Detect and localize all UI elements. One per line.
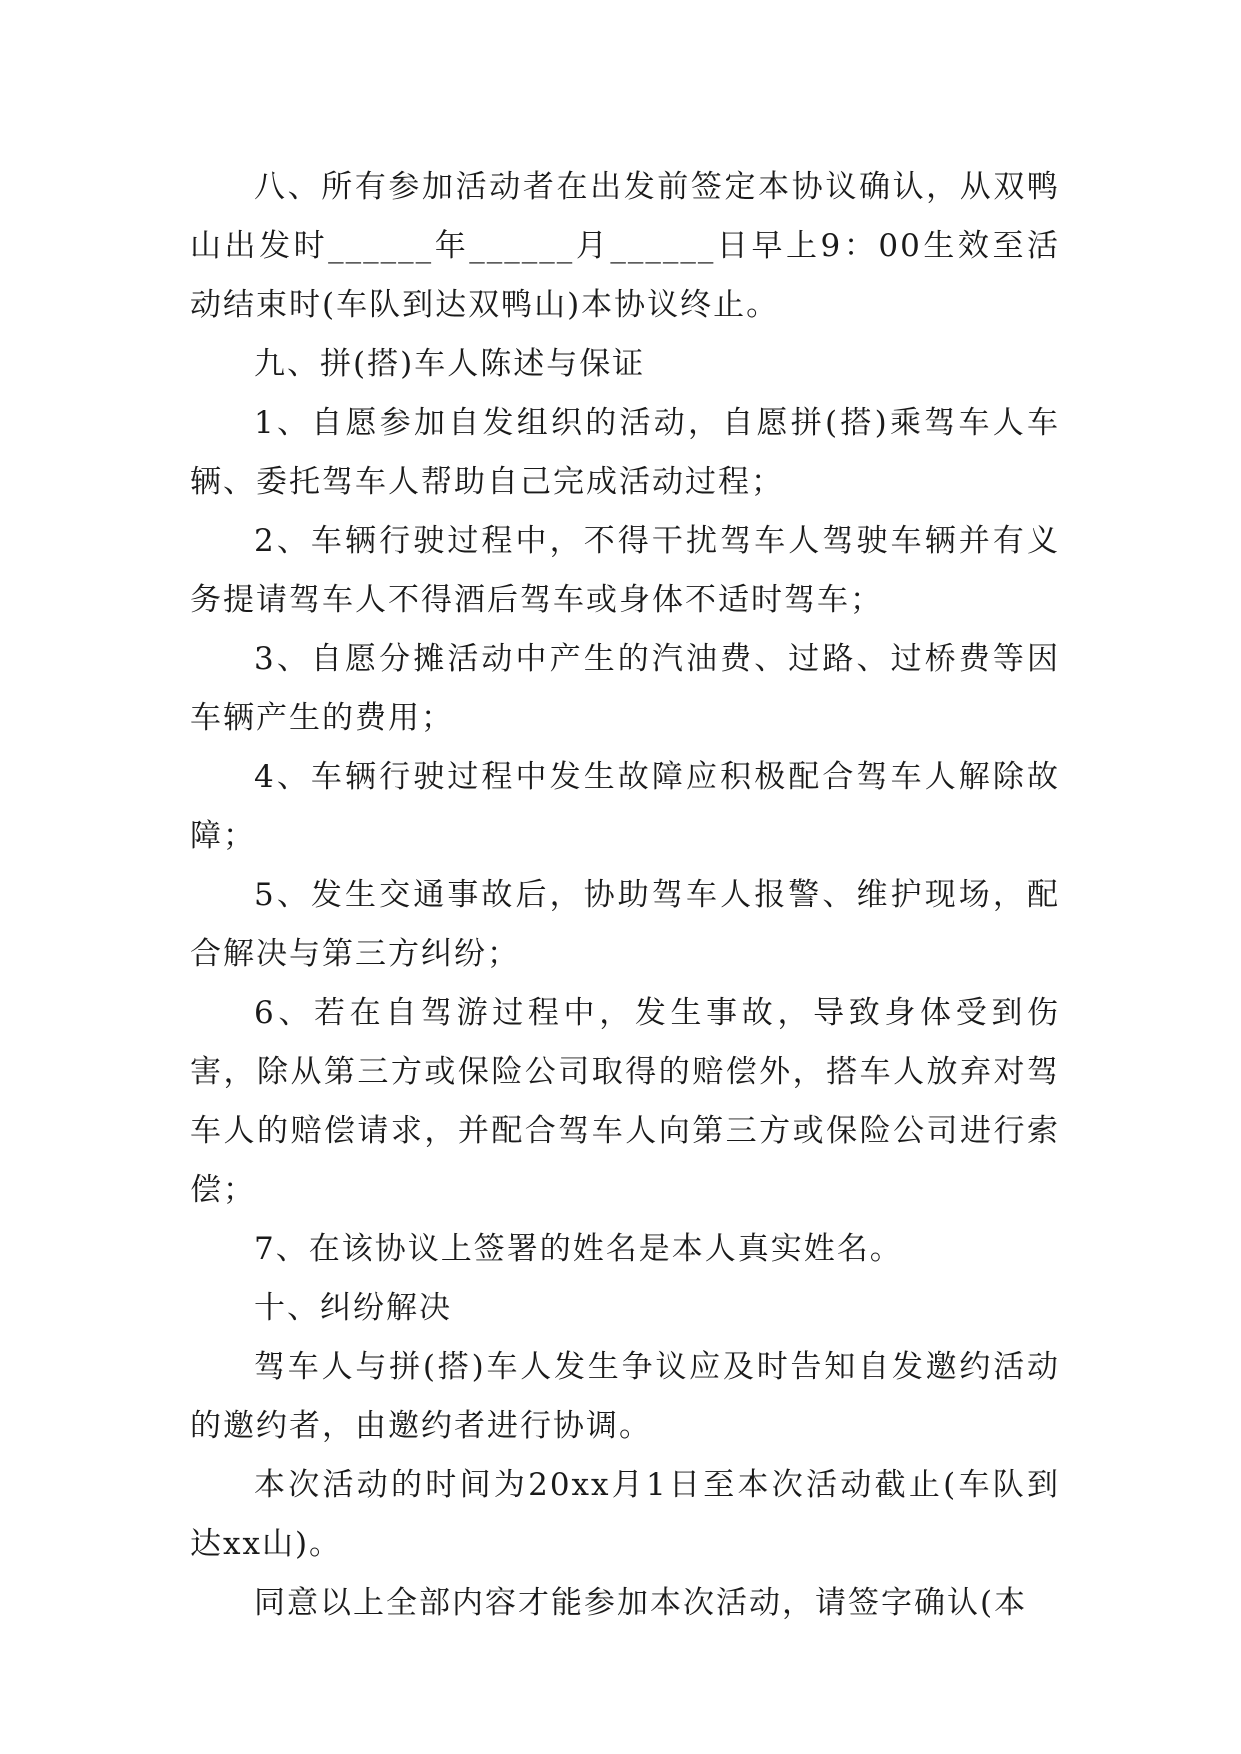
activity-time-paragraph: 本次活动的时间为20xx月1日至本次活动截止(车队到达xx山)。 <box>190 1467 1060 1562</box>
item-3-paragraph: 3、自愿分摊活动中产生的汽油费、过路、过桥费等因车辆产生的费用； <box>190 641 1060 736</box>
item-2-paragraph: 2、车辆行驶过程中，不得干扰驾车人驾驶车辆并有义务提请驾车人不得酒后驾车或身体不适时驾车； <box>190 523 1060 618</box>
item-1-paragraph: 1、自愿参加自发组织的活动，自愿拼(搭)乘驾车人车辆、委托驾车人帮助自己完成活动过程； <box>190 405 1060 500</box>
clause-8-paragraph: 八、所有参加活动者在出发前签定本协议确认，从双鸭山出发时______年______月______日早上9：00生效至活动结束时(车队到达双鸭山)本协议终止。 <box>190 169 1060 323</box>
item-4-paragraph: 4、车辆行驶过程中发生故障应积极配合驾车人解除故障； <box>190 759 1060 854</box>
item-5-paragraph: 5、发生交通事故后，协助驾车人报警、维护现场，配合解决与第三方纠纷； <box>190 877 1060 972</box>
item-7-paragraph: 7、在该协议上签署的姓名是本人真实姓名。 <box>254 1231 903 1267</box>
dispute-paragraph: 驾车人与拼(搭)车人发生争议应及时告知自发邀约活动的邀约者，由邀约者进行协调。 <box>190 1349 1060 1444</box>
consent-paragraph: 同意以上全部内容才能参加本次活动，请签字确认(本 <box>254 1585 1028 1621</box>
section-10-heading: 十、纠纷解决 <box>254 1290 452 1326</box>
section-9-heading: 九、拼(搭)车人陈述与保证 <box>254 346 646 382</box>
item-6-paragraph: 6、若在自驾游过程中，发生事故，导致身体受到伤害，除从第三方或保险公司取得的赔偿外，搭车人放弃对驾车人的赔偿请求，并配合驾车人向第三方或保险公司进行索偿； <box>190 995 1060 1208</box>
document-body <box>190 158 1060 1633</box>
